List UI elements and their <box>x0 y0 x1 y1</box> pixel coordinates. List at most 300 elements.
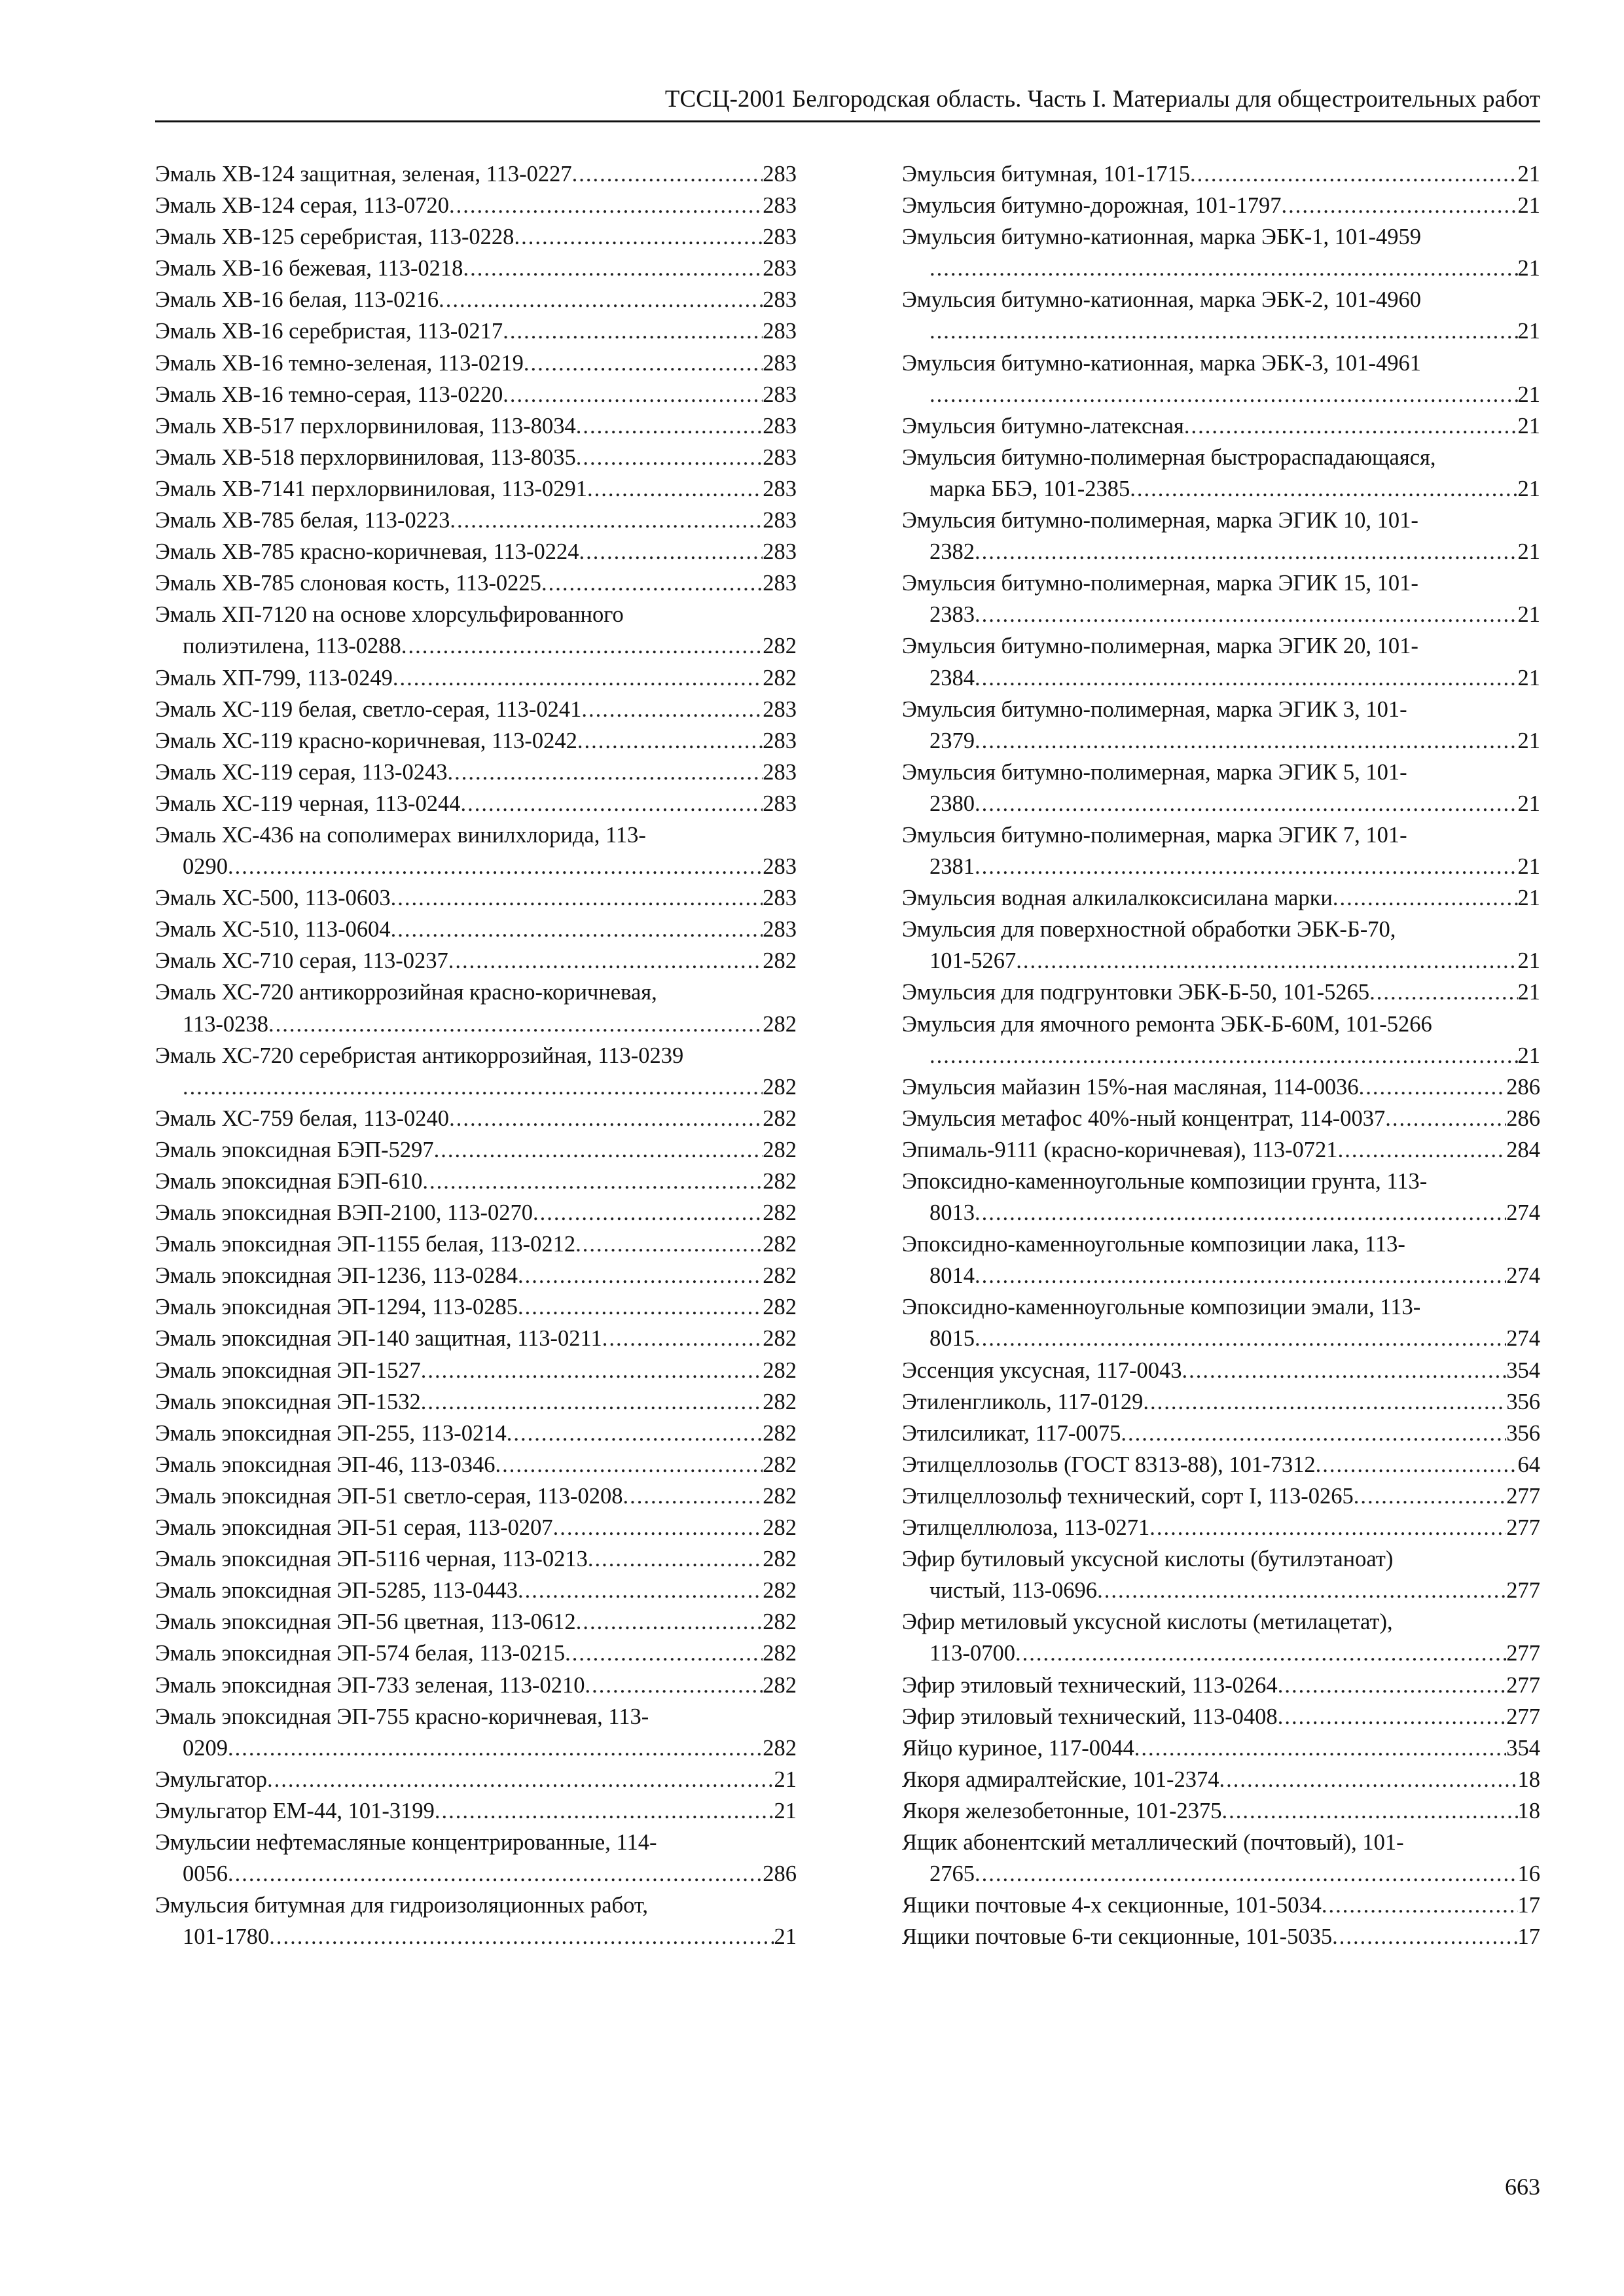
index-entry <box>902 757 1540 819</box>
dot-leader <box>461 788 763 819</box>
dot-leader <box>585 1670 763 1701</box>
dot-leader <box>503 379 763 410</box>
index-entry <box>902 1827 1540 1890</box>
page-reference: 282 <box>763 1232 797 1257</box>
index-entry <box>155 1764 797 1795</box>
page-reference: 18 <box>1517 1767 1540 1792</box>
index-entry <box>902 1291 1540 1354</box>
dot-leader <box>518 1575 763 1606</box>
entry-text: Эмульсия битумно-полимерная быстрораспадающаяся, <box>902 444 1436 470</box>
index-entry <box>155 1355 797 1386</box>
index-entry <box>155 284 797 315</box>
dot-leader <box>1369 977 1517 1008</box>
dot-leader <box>576 410 763 442</box>
dot-leader <box>267 1764 774 1795</box>
dot-leader <box>507 1418 763 1449</box>
page-reference: 354 <box>1506 1735 1540 1761</box>
entry-text: Эмульсия битумно-полимерная, марка ЭГИК 7, 101- <box>902 822 1407 848</box>
page-reference: 283 <box>763 193 797 219</box>
entry-text-continuation: 2380 <box>929 791 975 816</box>
dot-leader <box>449 190 763 221</box>
entry-text: Эмаль ХС-119 серая, 113-0243 <box>155 759 448 785</box>
page-reference: 283 <box>763 759 797 785</box>
index-entry <box>902 410 1540 442</box>
entry-text: Эпоксидно-каменноугольные композиции лака, 113- <box>902 1232 1405 1257</box>
page-reference: 282 <box>763 1389 797 1414</box>
index-entry <box>155 945 797 977</box>
index-entry <box>902 914 1540 977</box>
index-entry <box>902 567 1540 630</box>
dot-leader <box>533 1197 763 1229</box>
entry-text: Эмаль эпоксидная ЭП-1532 <box>155 1389 421 1414</box>
page-reference: 283 <box>763 886 797 911</box>
page-reference: 283 <box>763 696 797 722</box>
index-column-right <box>902 158 1540 1952</box>
header-title: ТССЦ-2001 Белгородская область. Часть I. Материалы для общестроительных работ <box>664 86 1540 113</box>
dot-leader <box>975 851 1518 882</box>
index-entry <box>155 442 797 473</box>
dot-leader <box>1015 1638 1506 1669</box>
index-entry <box>155 1606 797 1638</box>
dot-leader <box>1333 882 1518 914</box>
index-entry <box>902 1512 1540 1543</box>
entry-text: Эмаль ХВ-785 красно-коричневая, 113-0224 <box>155 539 579 565</box>
entry-text: Эмаль эпоксидная ЭП-574 белая, 113-0215 <box>155 1641 566 1666</box>
page-reference: 282 <box>763 1609 797 1635</box>
index-entry <box>902 1543 1540 1606</box>
dot-leader <box>524 348 763 379</box>
page-reference: 283 <box>763 917 797 942</box>
dot-leader <box>975 1260 1506 1291</box>
entry-text: Ящики почтовые 6-ти секционные, 101-5035 <box>902 1924 1333 1950</box>
index-entry <box>155 662 797 694</box>
page-reference: 282 <box>763 1735 797 1761</box>
index-entry <box>902 505 1540 567</box>
entry-text: Эмаль эпоксидная ЭП-51 светло-серая, 113-0208 <box>155 1483 623 1509</box>
dot-leader <box>450 505 763 536</box>
page-reference: 282 <box>763 1169 797 1194</box>
page-reference: 21 <box>1517 665 1540 691</box>
page-reference: 282 <box>763 1420 797 1446</box>
page-reference: 282 <box>763 634 797 659</box>
entry-text-continuation: 101-5267 <box>929 948 1017 974</box>
dot-leader <box>228 1732 763 1764</box>
dot-leader <box>929 379 1518 410</box>
page-reference: 356 <box>1506 1389 1540 1414</box>
page-reference: 17 <box>1517 1924 1540 1950</box>
entry-text-continuation: 0056 <box>183 1861 228 1887</box>
dot-leader <box>1278 1701 1507 1732</box>
page-reference: 18 <box>1517 1798 1540 1823</box>
index-entry <box>155 977 797 1039</box>
entry-text-continuation: 2383 <box>929 602 975 628</box>
index-entry <box>155 1229 797 1260</box>
page-reference: 21 <box>1517 980 1540 1005</box>
index-entry <box>155 1795 797 1827</box>
dot-leader <box>623 1480 763 1512</box>
page-reference: 21 <box>1517 1043 1540 1068</box>
page-reference: 17 <box>1517 1893 1540 1918</box>
page-reference: 283 <box>763 413 797 439</box>
dot-leader <box>602 1323 763 1354</box>
index-entry <box>155 1291 797 1323</box>
entry-text: Ящик абонентский металлический (почтовый), 101- <box>902 1829 1404 1855</box>
page-reference: 283 <box>763 476 797 501</box>
entry-text-continuation: 8015 <box>929 1326 975 1352</box>
page-reference: 282 <box>763 1074 797 1100</box>
index-entry <box>155 725 797 757</box>
dot-leader <box>975 1197 1506 1229</box>
page-reference: 283 <box>763 728 797 753</box>
entry-text: Эмаль ХВ-785 белая, 113-0223 <box>155 508 450 533</box>
index-entry <box>155 819 797 882</box>
dot-leader <box>448 945 763 977</box>
index-entry <box>155 1386 797 1418</box>
entry-text-continuation: 8013 <box>929 1200 975 1226</box>
entry-text-continuation: 113-0700 <box>929 1641 1015 1666</box>
entry-text: Эмаль ХС-720 антикоррозийная красно-коричневая, <box>155 980 657 1005</box>
index-entry <box>902 1009 1540 1071</box>
index-column-left <box>155 158 797 1952</box>
dot-leader <box>1134 1732 1507 1764</box>
page-reference: 286 <box>1506 1074 1540 1100</box>
dot-leader <box>421 1386 763 1418</box>
index-entry <box>902 630 1540 693</box>
dot-leader <box>1316 1449 1518 1480</box>
index-entry <box>155 599 797 662</box>
dot-leader <box>576 1606 763 1638</box>
index-entry <box>155 505 797 536</box>
entry-text: Эмаль ХВ-16 серебристая, 113-0217 <box>155 319 503 344</box>
page-reference: 21 <box>774 1924 797 1950</box>
index-entry <box>155 1449 797 1480</box>
entry-text: Яйцо куриное, 117-0044 <box>902 1735 1134 1761</box>
entry-text: Эмаль ХВ-517 перхлорвиниловая, 113-8034 <box>155 413 576 439</box>
entry-text: Этилцеллозольф технический, сорт I, 113-0265 <box>902 1483 1354 1509</box>
index-entry <box>155 1480 797 1512</box>
index-entry <box>902 190 1540 221</box>
page-reference: 283 <box>763 539 797 565</box>
entry-text: Эмаль ХВ-7141 перхлорвиниловая, 113-0291 <box>155 476 587 501</box>
index-entry <box>902 1701 1540 1732</box>
page-reference: 21 <box>774 1798 797 1823</box>
page-reference: 21 <box>1517 193 1540 219</box>
dot-leader <box>565 1638 763 1669</box>
entry-text: Эмаль ХС-436 на сополимерах винилхлорида, 113- <box>155 822 646 848</box>
index-entry <box>155 1670 797 1701</box>
index-entry <box>902 221 1540 284</box>
entry-text: Эфир метиловый уксусной кислоты (метилацетат), <box>902 1609 1393 1635</box>
page-reference: 282 <box>763 948 797 974</box>
dot-leader <box>975 536 1518 567</box>
entry-text: Эссенция уксусная, 117-0043 <box>902 1357 1182 1383</box>
page-reference: 282 <box>763 1515 797 1541</box>
dot-leader <box>1016 945 1517 977</box>
index-entry <box>155 158 797 190</box>
entry-text: Эмульсия битумно-полимерная, марка ЭГИК 5, 101- <box>902 759 1407 785</box>
page-reference: 283 <box>763 854 797 880</box>
index-entry <box>155 1103 797 1134</box>
entry-text: Эмаль эпоксидная ЭП-46, 113-0346 <box>155 1452 496 1477</box>
entry-text: Якоря адмиралтейские, 101-2374 <box>902 1767 1219 1792</box>
index-entry <box>155 914 797 945</box>
entry-text: Эмаль эпоксидная ЭП-733 зеленая, 113-0210 <box>155 1672 585 1698</box>
entry-text: Эмаль ХП-7120 на основе хлорсульфированного <box>155 602 624 628</box>
entry-text: Эмульсия битумно-полимерная, марка ЭГИК 15, 101- <box>902 571 1418 596</box>
page-reference: 283 <box>763 162 797 187</box>
index-entry <box>902 1071 1540 1103</box>
entry-text: Эмаль ХВ-16 темно-серая, 113-0220 <box>155 382 503 407</box>
entry-text-continuation: 2384 <box>929 665 975 691</box>
page-reference: 283 <box>763 382 797 407</box>
dot-leader <box>401 630 763 662</box>
dot-leader <box>581 694 763 725</box>
entry-text: Эмульсия битумно-дорожная, 101-1797 <box>902 193 1282 219</box>
page-reference: 277 <box>1506 1672 1540 1698</box>
index-entry <box>155 379 797 410</box>
entry-text: Эмаль ХВ-16 темно-зеленая, 113-0219 <box>155 350 524 376</box>
page-reference: 283 <box>763 444 797 470</box>
entry-text: Эмаль ХС-759 белая, 113-0240 <box>155 1105 450 1131</box>
index-entry <box>902 1418 1540 1449</box>
index-entry <box>155 567 797 599</box>
index-entry <box>902 1921 1540 1952</box>
entry-text: Ящики почтовые 4-х секционные, 101-5034 <box>902 1893 1322 1918</box>
index-entry <box>155 348 797 379</box>
index-entry <box>155 315 797 347</box>
entry-text-continuation: 2382 <box>929 539 975 565</box>
entry-text: Этилсиликат, 117-0075 <box>902 1420 1121 1446</box>
entry-text: Эмульсия битумная, 101-1715 <box>902 162 1190 187</box>
dot-leader <box>588 1543 763 1575</box>
index-entry <box>902 1355 1540 1386</box>
dot-leader <box>269 1921 774 1952</box>
page-reference: 282 <box>763 1263 797 1289</box>
page-reference: 277 <box>1506 1483 1540 1509</box>
dot-leader <box>577 725 763 757</box>
entry-text: Эмульгатор ЕМ-44, 101-3199 <box>155 1798 435 1823</box>
dot-leader <box>518 1291 763 1323</box>
dot-leader <box>975 788 1518 819</box>
page-reference: 283 <box>763 287 797 313</box>
index-entry <box>902 819 1540 882</box>
index-entry <box>155 1890 797 1952</box>
dot-leader <box>391 882 763 914</box>
index-entry <box>902 694 1540 757</box>
entry-text: Эмаль эпоксидная ЭП-255, 113-0214 <box>155 1420 507 1446</box>
page-reference: 282 <box>763 1452 797 1477</box>
entry-text: Эмаль эпоксидная ЭП-1294, 113-0285 <box>155 1295 518 1320</box>
entry-text: Эмульсия для ямочного ремонта ЭБК-Б-60М, 101-5266 <box>902 1011 1432 1037</box>
dot-leader <box>1281 190 1517 221</box>
entry-text-continuation: чистый, 113-0696 <box>929 1578 1098 1604</box>
dot-leader <box>503 315 763 347</box>
dot-leader <box>1385 1103 1506 1134</box>
dot-leader <box>495 1449 763 1480</box>
index-entry <box>155 1197 797 1229</box>
page-reference: 277 <box>1506 1641 1540 1666</box>
entry-text: Эмаль эпоксидная ЭП-5285, 113-0443 <box>155 1578 518 1604</box>
entry-text: Эмульсия битумно-полимерная, марка ЭГИК 10, 101- <box>902 508 1418 533</box>
index-entry <box>902 158 1540 190</box>
index-entry <box>155 473 797 505</box>
page-reference: 282 <box>763 1547 797 1572</box>
page-reference: 282 <box>763 665 797 691</box>
index-entry <box>155 1827 797 1890</box>
page-reference: 21 <box>1517 319 1540 344</box>
page-reference: 274 <box>1506 1200 1540 1226</box>
dot-leader <box>421 1355 763 1386</box>
dot-leader <box>975 725 1518 757</box>
dot-leader <box>572 158 763 190</box>
page-reference: 282 <box>763 1641 797 1666</box>
page-reference: 283 <box>763 224 797 250</box>
index-entry <box>155 757 797 788</box>
dot-leader <box>1184 410 1518 442</box>
dot-leader <box>1143 1386 1506 1418</box>
page-reference: 21 <box>1517 948 1540 974</box>
entry-text: Эмаль ХС-119 черная, 113-0244 <box>155 791 461 816</box>
index-entry <box>902 1890 1540 1921</box>
index-entry <box>155 221 797 253</box>
page-reference: 282 <box>763 1105 797 1131</box>
dot-leader <box>929 253 1518 284</box>
index-entry <box>155 1418 797 1449</box>
page-reference: 21 <box>1517 256 1540 281</box>
page-reference: 21 <box>1517 539 1540 565</box>
index-entry <box>155 788 797 819</box>
page-reference: 282 <box>763 1672 797 1698</box>
dot-leader <box>576 442 763 473</box>
dot-leader <box>975 1323 1506 1354</box>
dot-leader <box>1359 1071 1507 1103</box>
entry-text: Эмаль ХВ-124 серая, 113-0720 <box>155 193 450 219</box>
dot-leader <box>1332 1921 1517 1952</box>
entry-text: Эмульсия битумно-катионная, марка ЭБК-1, 101-4959 <box>902 224 1421 250</box>
entry-text: Эмульсия метафос 40%-ный концентрат, 114-0037 <box>902 1105 1386 1131</box>
dot-leader <box>1322 1890 1518 1921</box>
entry-text: Эмаль ХС-720 серебристая антикоррозийная, 113-0239 <box>155 1043 684 1068</box>
index-entry <box>902 1229 1540 1291</box>
page-reference: 21 <box>1517 476 1540 501</box>
page-reference: 64 <box>1517 1452 1540 1477</box>
page-reference: 283 <box>763 508 797 533</box>
dot-leader <box>422 1166 763 1197</box>
page-reference: 283 <box>763 256 797 281</box>
dot-leader <box>449 1103 763 1134</box>
entry-text: Эмаль эпоксидная БЭП-5297 <box>155 1137 434 1162</box>
page-reference: 16 <box>1517 1861 1540 1887</box>
index-entry <box>155 536 797 567</box>
index-entry <box>155 882 797 914</box>
page-reference: 282 <box>763 1295 797 1320</box>
page-reference: 283 <box>763 319 797 344</box>
entry-text: Якоря железобетонные, 101-2375 <box>902 1798 1222 1823</box>
index-entry <box>902 1386 1540 1418</box>
page-reference: 21 <box>1517 728 1540 753</box>
index-entry <box>155 1638 797 1669</box>
entry-text: Эпоксидно-каменноугольные композиции грунта, 113- <box>902 1169 1428 1194</box>
page-reference: 21 <box>1517 413 1540 439</box>
dot-leader <box>447 757 763 788</box>
entry-text: Эмаль эпоксидная ЭП-140 защитная, 113-0211 <box>155 1326 602 1352</box>
entry-text: Эмульсия битумно-катионная, марка ЭБК-3, 101-4961 <box>902 350 1421 376</box>
entry-text-continuation: 0290 <box>183 854 228 880</box>
dot-leader <box>575 1229 763 1260</box>
index-entry <box>902 977 1540 1008</box>
page-reference: 282 <box>763 1578 797 1604</box>
index-entry <box>902 1670 1540 1701</box>
index-entry <box>902 442 1540 505</box>
entry-text: Эмаль эпоксидная ЭП-51 серая, 113-0207 <box>155 1515 553 1541</box>
page-reference: 282 <box>763 1357 797 1383</box>
entry-text: Этиленгликоль, 117-0129 <box>902 1389 1144 1414</box>
entry-text: Эмаль ХВ-16 белая, 113-0216 <box>155 287 439 313</box>
page-number: 663 <box>1505 2174 1540 2200</box>
page-reference: 354 <box>1506 1357 1540 1383</box>
dot-leader <box>587 473 763 505</box>
dot-leader <box>1278 1670 1507 1701</box>
index-entry <box>902 1103 1540 1134</box>
entry-text: Эмаль ХВ-125 серебристая, 113-0228 <box>155 224 514 250</box>
page-reference: 277 <box>1506 1578 1540 1604</box>
index-entry <box>902 1606 1540 1669</box>
entry-text: Эмаль эпоксидная ЭП-1527 <box>155 1357 421 1383</box>
running-header <box>155 84 1540 122</box>
dot-leader <box>518 1260 763 1291</box>
page-reference: 286 <box>1506 1105 1540 1131</box>
dot-leader <box>1130 473 1517 505</box>
page-reference: 21 <box>1517 886 1540 911</box>
index-entry <box>155 1260 797 1291</box>
dot-leader <box>1149 1512 1506 1543</box>
entry-text-continuation: 113-0238 <box>183 1011 268 1037</box>
entry-text: Эмаль эпоксидная ЭП-56 цветная, 113-0612 <box>155 1609 576 1635</box>
entry-text: Эмаль эпоксидная ВЭП-2100, 113-0270 <box>155 1200 533 1226</box>
page-reference: 282 <box>763 1200 797 1226</box>
index-entry <box>155 694 797 725</box>
dot-leader <box>1121 1418 1506 1449</box>
page-reference: 282 <box>763 1483 797 1509</box>
page-reference: 21 <box>1517 382 1540 407</box>
dot-leader <box>434 1134 763 1166</box>
index-entry <box>155 190 797 221</box>
entry-text: Эмульгатор <box>155 1767 267 1792</box>
index-entry <box>155 1323 797 1354</box>
entry-text-continuation: 101-1780 <box>183 1924 270 1950</box>
dot-leader <box>929 1040 1518 1071</box>
dot-leader <box>435 1795 774 1827</box>
entry-text-continuation: 0209 <box>183 1735 228 1761</box>
entry-text: Эмульсия для подгрунтовки ЭБК-Б-50, 101-5265 <box>902 980 1370 1005</box>
dot-leader <box>579 536 763 567</box>
entry-text: Эмульсия для поверхностной обработки ЭБК-Б-70, <box>902 917 1396 942</box>
entry-text-continuation: 8014 <box>929 1263 975 1289</box>
index-entry <box>902 1764 1540 1795</box>
index-entry <box>155 1575 797 1606</box>
entry-text: Эмульсия битумно-полимерная, марка ЭГИК 20, 101- <box>902 634 1418 659</box>
index-entry <box>155 1512 797 1543</box>
entry-text-continuation: 2381 <box>929 854 975 880</box>
entry-text: Эмаль эпоксидная БЭП-610 <box>155 1169 423 1194</box>
page-reference: 283 <box>763 350 797 376</box>
index-entry <box>155 1040 797 1103</box>
entry-text: Эмаль ХВ-785 слоновая кость, 113-0225 <box>155 571 541 596</box>
entry-text: Эмульсия битумно-полимерная, марка ЭГИК 3, 101- <box>902 696 1407 722</box>
entry-text: Эмульсии нефтемасляные концентрированные, 114- <box>155 1829 657 1855</box>
page-reference: 21 <box>774 1767 797 1792</box>
dot-leader <box>391 914 763 945</box>
